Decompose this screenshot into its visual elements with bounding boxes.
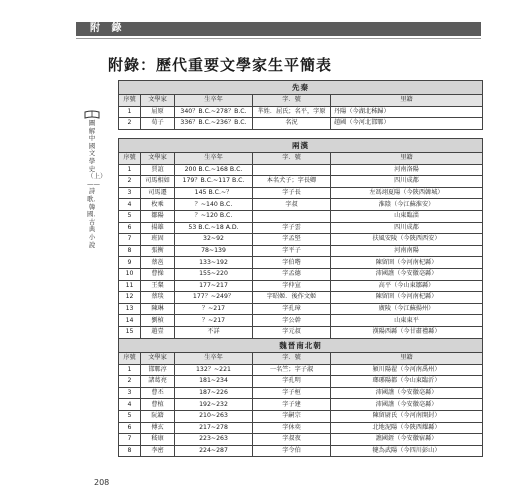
section-header-row [119,81,483,95]
table-cell: 340？B.C.~278？B.C. [175,106,253,118]
table-cell: 河南南陽 [331,245,483,257]
table-cell: 一名竺；字子淑 [253,364,331,376]
table-cell: ？~120 B.C. [175,210,253,222]
column-header-row [119,95,483,107]
table-cell: 荀子 [141,118,175,130]
table-cell: 223~263 [175,434,253,446]
table-cell: 4 [119,199,141,211]
chapter-header-label: 附 錄 [90,23,126,34]
table-cell: 瑯琊陽都（今山東臨沂） [331,376,483,388]
table-cell: 四川成都 [331,222,483,234]
table-cell: 187~226 [175,387,253,399]
table-cell: 左馮翊夏陽（今陝西韓城） [331,187,483,199]
table-cell: 字孟堅 [253,234,331,246]
table-row [119,222,483,234]
table-cell: 2 [119,176,141,188]
page-title: 附錄：歷代重要文學家生平簡表 [108,56,333,74]
table-cell: 沛國譙（今安徽亳縣） [331,399,483,411]
table-cell: 132？~221 [175,364,253,376]
table-cell: 名況 [253,118,331,130]
table-cell: 本名犬子；字長卿 [253,176,331,188]
side-book-title: 圖解中國文學史（上）——詩歌．韓國．古典小說 [87,119,107,249]
table-cell: 14 [119,315,141,327]
column-header: 序號 [119,95,141,107]
column-header: 文學家 [141,153,175,165]
table-row [119,118,483,130]
table-cell: 字元叔 [253,326,331,338]
section-title: 先秦 [119,81,483,95]
table-cell: 6 [119,222,141,234]
column-header-row [119,353,483,365]
table-cell: 張衡 [141,245,175,257]
table-cell: 字孔璋 [253,303,331,315]
table-row [119,234,483,246]
table-cell: 7 [119,234,141,246]
table-cell: 沛國譙（今安徽亳縣） [331,387,483,399]
table-row [119,245,483,257]
table-cell: 扶風安陵（今陝西西安） [331,234,483,246]
table-cell: 司馬遷 [141,187,175,199]
table-cell: 字孟德 [253,268,331,280]
column-header: 字．號 [253,153,331,165]
table-cell: 沛國譙（今安徽亳縣） [331,268,483,280]
table-cell: 字孔明 [253,376,331,388]
chapter-header-bar [76,22,481,36]
table-cell: 北地泥陽（今陝西耀縣） [331,422,483,434]
table-row [119,364,483,376]
table-cell: 15 [119,326,141,338]
column-header: 序號 [119,153,141,165]
table-cell: 12 [119,292,141,304]
table-row [119,422,483,434]
table-cell: 趙國（今河北邯鄲） [331,118,483,130]
table-cell: 四川成都 [331,176,483,188]
table-cell: ？~217 [175,315,253,327]
header-divider [76,38,481,39]
table-cell: 11 [119,280,141,292]
table-cell: 字子桓 [253,387,331,399]
table-lianghan [118,138,483,339]
table-cell: 河南洛陽 [331,164,483,176]
table-row [119,399,483,411]
table-cell: 179？B.C.~117 B.C. [175,176,253,188]
table-cell: 漢陽西縣（今甘肅禮縣） [331,326,483,338]
table-cell: 字子建 [253,399,331,411]
table-row [119,210,483,222]
table-cell: 13 [119,303,141,315]
table-row [119,292,483,304]
table-cell: 1 [119,164,141,176]
table-cell: 邯鄲淳 [141,364,175,376]
table-cell [253,210,331,222]
section-title: 兩漢 [119,139,483,153]
table-cell: 字叔夜 [253,434,331,446]
table-cell: 177？~249？ [175,292,253,304]
table-cell: 鄒陽 [141,210,175,222]
table-cell: 6 [119,422,141,434]
table-row [119,280,483,292]
table-cell: 傅玄 [141,422,175,434]
column-header: 字．號 [253,95,331,107]
table-cell [253,164,331,176]
table-cell: 不詳 [175,326,253,338]
table-cell: 蔡邕 [141,257,175,269]
table-cell: 嵇康 [141,434,175,446]
column-header: 文學家 [141,353,175,365]
table-cell: 羋姓．屈氏；名平，字原 [253,106,331,118]
section-title: 魏晉南北朝 [119,339,483,353]
table-cell: 4 [119,399,141,411]
table-cell: 10 [119,268,141,280]
column-header: 生卒年 [175,95,253,107]
table-cell: 181~234 [175,376,253,388]
table-cell: 155~220 [175,268,253,280]
table-cell: 王粲 [141,280,175,292]
table-cell: 字伯喈 [253,257,331,269]
table-cell: 劉楨 [141,315,175,327]
table-cell: 3 [119,387,141,399]
table-row [119,434,483,446]
table-row [119,268,483,280]
table-cell: 陳琳 [141,303,175,315]
table-cell: 李密 [141,445,175,457]
table-cell: 枚乘 [141,199,175,211]
table-cell: 字公幹 [253,315,331,327]
table-row [119,164,483,176]
column-header: 生卒年 [175,353,253,365]
table-weijin-nanbeichao [118,338,483,457]
table-cell: 字昭姬．後作文姬 [253,292,331,304]
table-cell: 丹陽（今湖北秭歸） [331,106,483,118]
table-cell: 班固 [141,234,175,246]
table-cell: 336？B.C.~236？B.C. [175,118,253,130]
table-cell: 133~192 [175,257,253,269]
table-cell: 2 [119,376,141,388]
table-cell: 224~287 [175,445,253,457]
table-row [119,106,483,118]
table-cell: 3 [119,187,141,199]
table-cell: 賈誼 [141,164,175,176]
table-cell: 山東臨淄 [331,210,483,222]
table-cell: 字令伯 [253,445,331,457]
page-number: 208 [94,478,110,487]
table-cell: 8 [119,245,141,257]
table-row [119,315,483,327]
table-cell: 5 [119,410,141,422]
table-cell: 53 B.C.~18 A.D. [175,222,253,234]
table-cell: 諸葛亮 [141,376,175,388]
table-cell: 揚雄 [141,222,175,234]
table-cell: 145 B.C.~？ [175,187,253,199]
section-header-row [119,339,483,353]
table-row [119,326,483,338]
table-row [119,410,483,422]
table-row [119,176,483,188]
table-cell: 8 [119,445,141,457]
table-cell: 潁川陽翟（今河南禹州） [331,364,483,376]
table-cell: 陳留圉（今河南杞縣） [331,292,483,304]
table-cell: 210~263 [175,410,253,422]
column-header: 生卒年 [175,153,253,165]
column-header-row [119,153,483,165]
table-cell: 2 [119,118,141,130]
table-cell: 山東東平 [331,315,483,327]
column-header: 序號 [119,353,141,365]
table-cell: ？~140 B.C. [175,199,253,211]
table-cell: 177~217 [175,280,253,292]
table-cell: 字平子 [253,245,331,257]
table-cell: 屈原 [141,106,175,118]
table-cell: 陳留尉氏（今河南開封） [331,410,483,422]
table-cell: ？~217 [175,303,253,315]
table-cell: 阮籍 [141,410,175,422]
table-cell: 200 B.C.~168 B.C. [175,164,253,176]
table-cell: 字子長 [253,187,331,199]
table-cell: 廣陵（今江蘇揚州） [331,303,483,315]
table-cell: 蔡琰 [141,292,175,304]
column-header: 里籍 [331,95,483,107]
table-cell: 譙國銍（今安徽宿縣） [331,434,483,446]
table-cell: 217~278 [175,422,253,434]
table-cell: 字嗣宗 [253,410,331,422]
table-cell: 字仲宣 [253,280,331,292]
table-xianqin [118,80,483,130]
table-cell: 78~139 [175,245,253,257]
table-cell: 曹丕 [141,387,175,399]
table-cell: 曹植 [141,399,175,411]
table-cell: 字休奕 [253,422,331,434]
column-header: 里籍 [331,153,483,165]
table-row [119,387,483,399]
table-cell: 5 [119,210,141,222]
table-cell: 司馬相如 [141,176,175,188]
table-cell: 字子雲 [253,222,331,234]
table-cell: 高平（今山東鄒縣） [331,280,483,292]
table-row [119,257,483,269]
table-cell: 趙壹 [141,326,175,338]
table-cell: 犍為武陽（今四川彭山） [331,445,483,457]
table-cell: 1 [119,106,141,118]
table-cell: 32~92 [175,234,253,246]
column-header: 字．號 [253,353,331,365]
table-row [119,376,483,388]
table-cell: 192~232 [175,399,253,411]
table-cell: 7 [119,434,141,446]
table-row [119,303,483,315]
section-header-row [119,139,483,153]
column-header: 文學家 [141,95,175,107]
table-cell: 9 [119,257,141,269]
table-row [119,199,483,211]
table-cell: 陳留圉（今河南杞縣） [331,257,483,269]
table-row [119,445,483,457]
table-row [119,187,483,199]
table-cell: 字叔 [253,199,331,211]
column-header: 里籍 [331,353,483,365]
table-cell: 1 [119,364,141,376]
table-cell: 淮陰（今江蘇淮安） [331,199,483,211]
table-cell: 曹操 [141,268,175,280]
